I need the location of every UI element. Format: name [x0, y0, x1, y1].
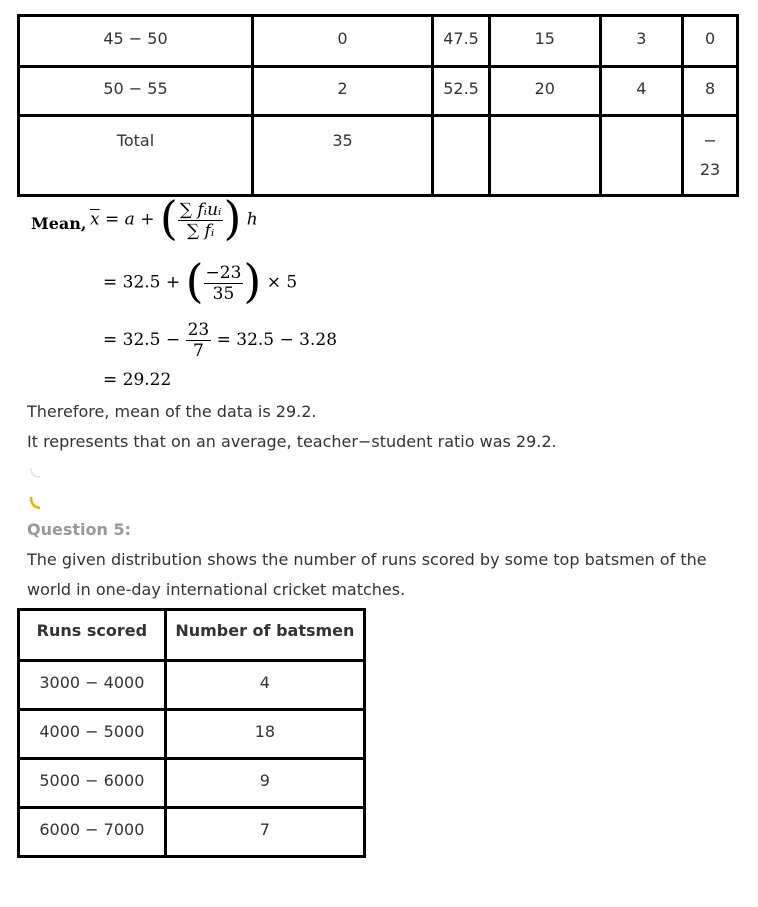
- equals-sign: =: [105, 209, 120, 230]
- total-fu-value: 23: [699, 160, 721, 179]
- step-3-suffix: = 32.5 − 3.28: [216, 330, 338, 350]
- total-fu-sign: −: [703, 131, 717, 150]
- fu-cell: 8: [683, 67, 738, 116]
- conclusion-line-2: It represents that on an average, teacher−student ratio was 29.2.: [27, 432, 557, 451]
- empty-cell: [489, 116, 600, 196]
- fraction: [178, 200, 224, 241]
- u-cell: 3: [600, 16, 683, 67]
- header-runs-scored: Runs scored: [19, 610, 166, 661]
- question-title: Question 5:: [27, 520, 131, 539]
- total-label: Total: [19, 116, 253, 196]
- denominator: ∑ fᵢ: [186, 220, 215, 241]
- left-paren-icon: (: [185, 254, 204, 308]
- conclusion-line-1: Therefore, mean of the data is 29.2.: [27, 402, 317, 421]
- u-cell: 4: [600, 67, 683, 116]
- mean-step-3: [103, 320, 337, 361]
- total-row: [19, 116, 738, 196]
- deviation-cell: 20: [489, 67, 600, 116]
- table-row: [19, 710, 365, 759]
- empty-cell: [433, 116, 490, 196]
- numerator: 23: [187, 320, 210, 340]
- batsmen-count-cell: 7: [165, 808, 364, 857]
- plus-sign: +: [140, 209, 155, 230]
- step-2-suffix: × 5: [266, 272, 298, 293]
- step-2-prefix: = 32.5 +: [103, 272, 181, 293]
- class-mark-cell: 47.5: [433, 16, 490, 67]
- header-number-of-batsmen: Number of batsmen: [165, 610, 364, 661]
- class-interval-cell: 45 − 50: [19, 16, 253, 67]
- fraction: [204, 263, 244, 304]
- runs-range-cell: 6000 − 7000: [19, 808, 166, 857]
- x-bar: $\overline{x}$: [90, 209, 100, 230]
- class-interval-cell: 50 − 55: [19, 67, 253, 116]
- table-row: [19, 808, 365, 857]
- decorative-arc-icon: [28, 495, 42, 511]
- step-3-prefix: = 32.5 −: [103, 330, 181, 350]
- frequency-cell: 0: [252, 16, 432, 67]
- frequency-table-continued: [17, 14, 739, 197]
- table-row: [19, 661, 365, 710]
- deviation-cell: 15: [489, 16, 600, 67]
- empty-cell: [600, 116, 683, 196]
- right-paren-icon: ): [223, 191, 242, 245]
- table-row: [19, 16, 738, 67]
- table-row: [19, 759, 365, 808]
- total-fu: [683, 116, 738, 196]
- mean-result: = 29.22: [103, 370, 172, 390]
- left-paren-icon: (: [159, 191, 178, 245]
- denominator: 35: [212, 283, 235, 304]
- table-header-row: [19, 610, 365, 661]
- frequency-cell: 2: [252, 67, 432, 116]
- mean-step-2: [103, 254, 298, 308]
- assumed-mean: a: [124, 209, 135, 230]
- right-paren-icon: ): [243, 254, 262, 308]
- batsmen-count-cell: 9: [165, 759, 364, 808]
- class-width: h: [246, 209, 258, 230]
- runs-table: [17, 608, 366, 858]
- fu-cell: 0: [683, 16, 738, 67]
- total-frequency: 35: [252, 116, 432, 196]
- question-text-line-1: The given distribution shows the number of runs scored by some top batsmen of the: [27, 550, 707, 569]
- runs-range-cell: 3000 − 4000: [19, 661, 166, 710]
- denominator: 7: [192, 341, 204, 361]
- fraction: [186, 320, 212, 361]
- mean-formula: [90, 191, 258, 245]
- runs-range-cell: 4000 − 5000: [19, 710, 166, 759]
- batsmen-count-cell: 4: [165, 661, 364, 710]
- table-row: [19, 67, 738, 116]
- numerator: ∑ fᵢuᵢ: [179, 199, 222, 220]
- runs-range-cell: 5000 − 6000: [19, 759, 166, 808]
- class-mark-cell: 52.5: [433, 67, 490, 116]
- mean-label: Mean,: [31, 214, 87, 233]
- batsmen-count-cell: 18: [165, 710, 364, 759]
- decorative-arc-icon: [28, 466, 42, 480]
- numerator: −23: [205, 262, 242, 283]
- question-text-line-2: world in one-day international cricket matches.: [27, 580, 406, 599]
